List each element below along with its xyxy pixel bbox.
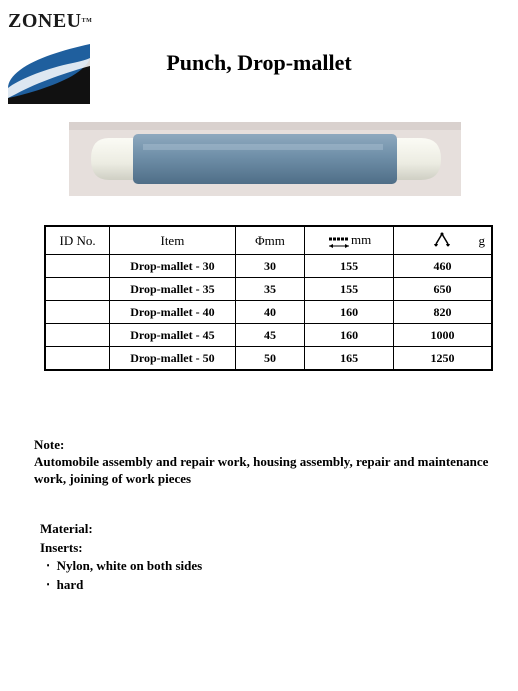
length-cell: 160 xyxy=(305,301,394,324)
weight-cell: 650 xyxy=(393,278,492,301)
note-text: Automobile assembly and repair work, housing assembly, repair and maintenance work, joining of work pieces xyxy=(34,454,489,486)
table-row xyxy=(45,324,492,347)
col-header-item: Item xyxy=(110,226,235,255)
length-cell: 160 xyxy=(305,324,394,347)
weight-icon xyxy=(433,232,451,250)
id-cell xyxy=(45,324,110,347)
id-cell xyxy=(45,347,110,371)
diameter-cell: 35 xyxy=(235,278,305,301)
trademark-mark: TM xyxy=(81,18,93,24)
diameter-cell: 40 xyxy=(235,301,305,324)
weight-cell: 1000 xyxy=(393,324,492,347)
diameter-cell: 50 xyxy=(235,347,305,371)
col-header-length: mm xyxy=(305,226,394,255)
weight-cell: 1250 xyxy=(393,347,492,371)
col-header-diameter: Φmm xyxy=(235,226,305,255)
weight-cell: 460 xyxy=(393,255,492,278)
brand-name: ZONEU™ xyxy=(8,10,93,32)
material-section xyxy=(40,520,202,594)
material-list-item: ‧ hard xyxy=(46,576,84,592)
length-icon xyxy=(327,235,351,249)
diameter-cell: 30 xyxy=(235,255,305,278)
col-header-id: ID No. xyxy=(45,226,110,255)
note-label: Note: xyxy=(34,437,65,452)
drop-mallet-photo xyxy=(69,122,461,196)
length-cell: 155 xyxy=(305,278,394,301)
item-cell: Drop-mallet - 30 xyxy=(110,255,235,278)
length-cell: 165 xyxy=(305,347,394,371)
weight-cell: 820 xyxy=(393,301,492,324)
table-row xyxy=(45,255,492,278)
table-row xyxy=(45,278,492,301)
note-section xyxy=(34,436,494,487)
item-cell: Drop-mallet - 45 xyxy=(110,324,235,347)
col-header-weight: g xyxy=(393,226,492,255)
diameter-cell: 45 xyxy=(235,324,305,347)
table-row xyxy=(45,347,492,371)
item-cell: Drop-mallet - 40 xyxy=(110,301,235,324)
table-row xyxy=(45,301,492,324)
item-cell: Drop-mallet - 50 xyxy=(110,347,235,371)
table-header-row xyxy=(45,226,492,255)
material-list-item: ‧ Nylon, white on both sides xyxy=(46,558,203,573)
inserts-label: Inserts: xyxy=(40,539,83,555)
length-cell: 155 xyxy=(305,255,394,278)
item-cell: Drop-mallet - 35 xyxy=(110,278,235,301)
id-cell xyxy=(45,255,110,278)
material-label: Material: xyxy=(40,521,93,536)
specification-table xyxy=(44,225,493,371)
bullet-icon: ‧ xyxy=(46,576,51,592)
diameter-icon: Φ xyxy=(255,232,265,248)
id-cell xyxy=(45,301,110,324)
id-cell xyxy=(45,278,110,301)
page-title: Punch, Drop-mallet xyxy=(166,50,352,75)
bullet-icon: ‧ xyxy=(46,558,51,573)
